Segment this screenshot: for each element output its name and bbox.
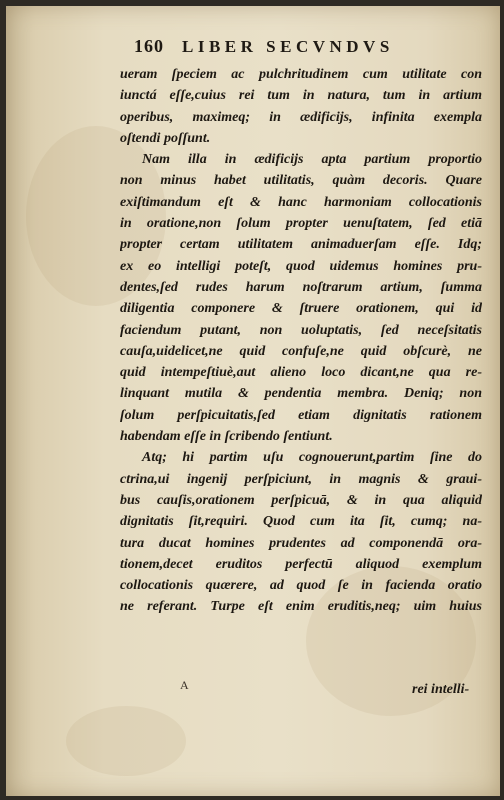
signature-mark: A [180,678,189,692]
text-line: ueram ſpeciem ac pulchritudinem cum utilitate con [120,67,482,82]
text-line: bus cauſis,orationem perſpicuā, & in qua aliquid [120,492,482,508]
text-line: ctrina,ui ingenij perſpiciunt, in magnis & graui- [120,471,482,487]
text-line: ſolum perſpicuitatis,ſed etiam dignitatis rationem [120,407,482,423]
text-line: ex eo intelligi poteſt, quod uidemus homines pru- [120,258,482,274]
folio-number: 160 [134,36,164,56]
text-line: ne referant. Turpe eſt enim eruditis,neq; uim huius [120,599,482,615]
text-line: operibus, maximeq; in ædificijs, infinita exempla [120,109,482,125]
text-line: dentes,ſed rudes harum noſtrarum artium, ſumma [120,279,482,295]
text-line: in oratione,non ſolum propter uenuſtatem, ſed etiā [120,216,482,232]
text-line: tura ducat homines prudentes ad componendā ora- [120,535,482,551]
text-line: quid intempeſtiuè,aut alieno loco dicant,ne qua re- [120,365,482,381]
text-block [120,64,482,618]
text-line: Nam illa in ædificijs apta partium proportio [142,152,482,168]
running-title: LIBER SECVNDVS [182,37,394,56]
catchword: rei intelli- [412,682,470,697]
text-line: exiſtimandum eſt & hanc harmoniam collocationis [120,194,482,210]
text-line: propter certam utilitatem animaduerſam eſſe. Idq; [120,237,482,253]
paper-stain [66,706,186,776]
page-header [134,36,474,62]
text-line: non minus habet utilitatis, quàm decoris. Quare [120,173,482,189]
text-line: tionem,decet eruditos perfectū aliquod exemplum [120,556,482,572]
text-line: collocationis quærere, ad quod ſe in facienda oratio [120,578,482,594]
text-line: Atq; hi partim uſu cognouerunt,partim ſine do [142,450,482,466]
text-line: iunctá eſſe,cuius rei tum in natura, tum in artium [120,88,482,104]
text-line: linquant mutila & pendentia membra. Deniq; non [120,386,482,402]
text-line: faciendum putant, non uoluptatis, ſed neceſsitatis [120,322,482,338]
text-line: dignitatis ſit,requiri. Quod cum ita ſit, cumq; na- [120,514,482,530]
text-line: oſtendi poſſunt. [120,130,211,146]
text-line: diligentia componere & ſtruere orationem, qui id [120,301,482,317]
text-line: cauſa,uidelicet,ne quid confuſe,ne quid obſcurè, ne [120,343,482,359]
text-line: habendam eſſe in ſcribendo ſentiunt. [120,429,333,445]
